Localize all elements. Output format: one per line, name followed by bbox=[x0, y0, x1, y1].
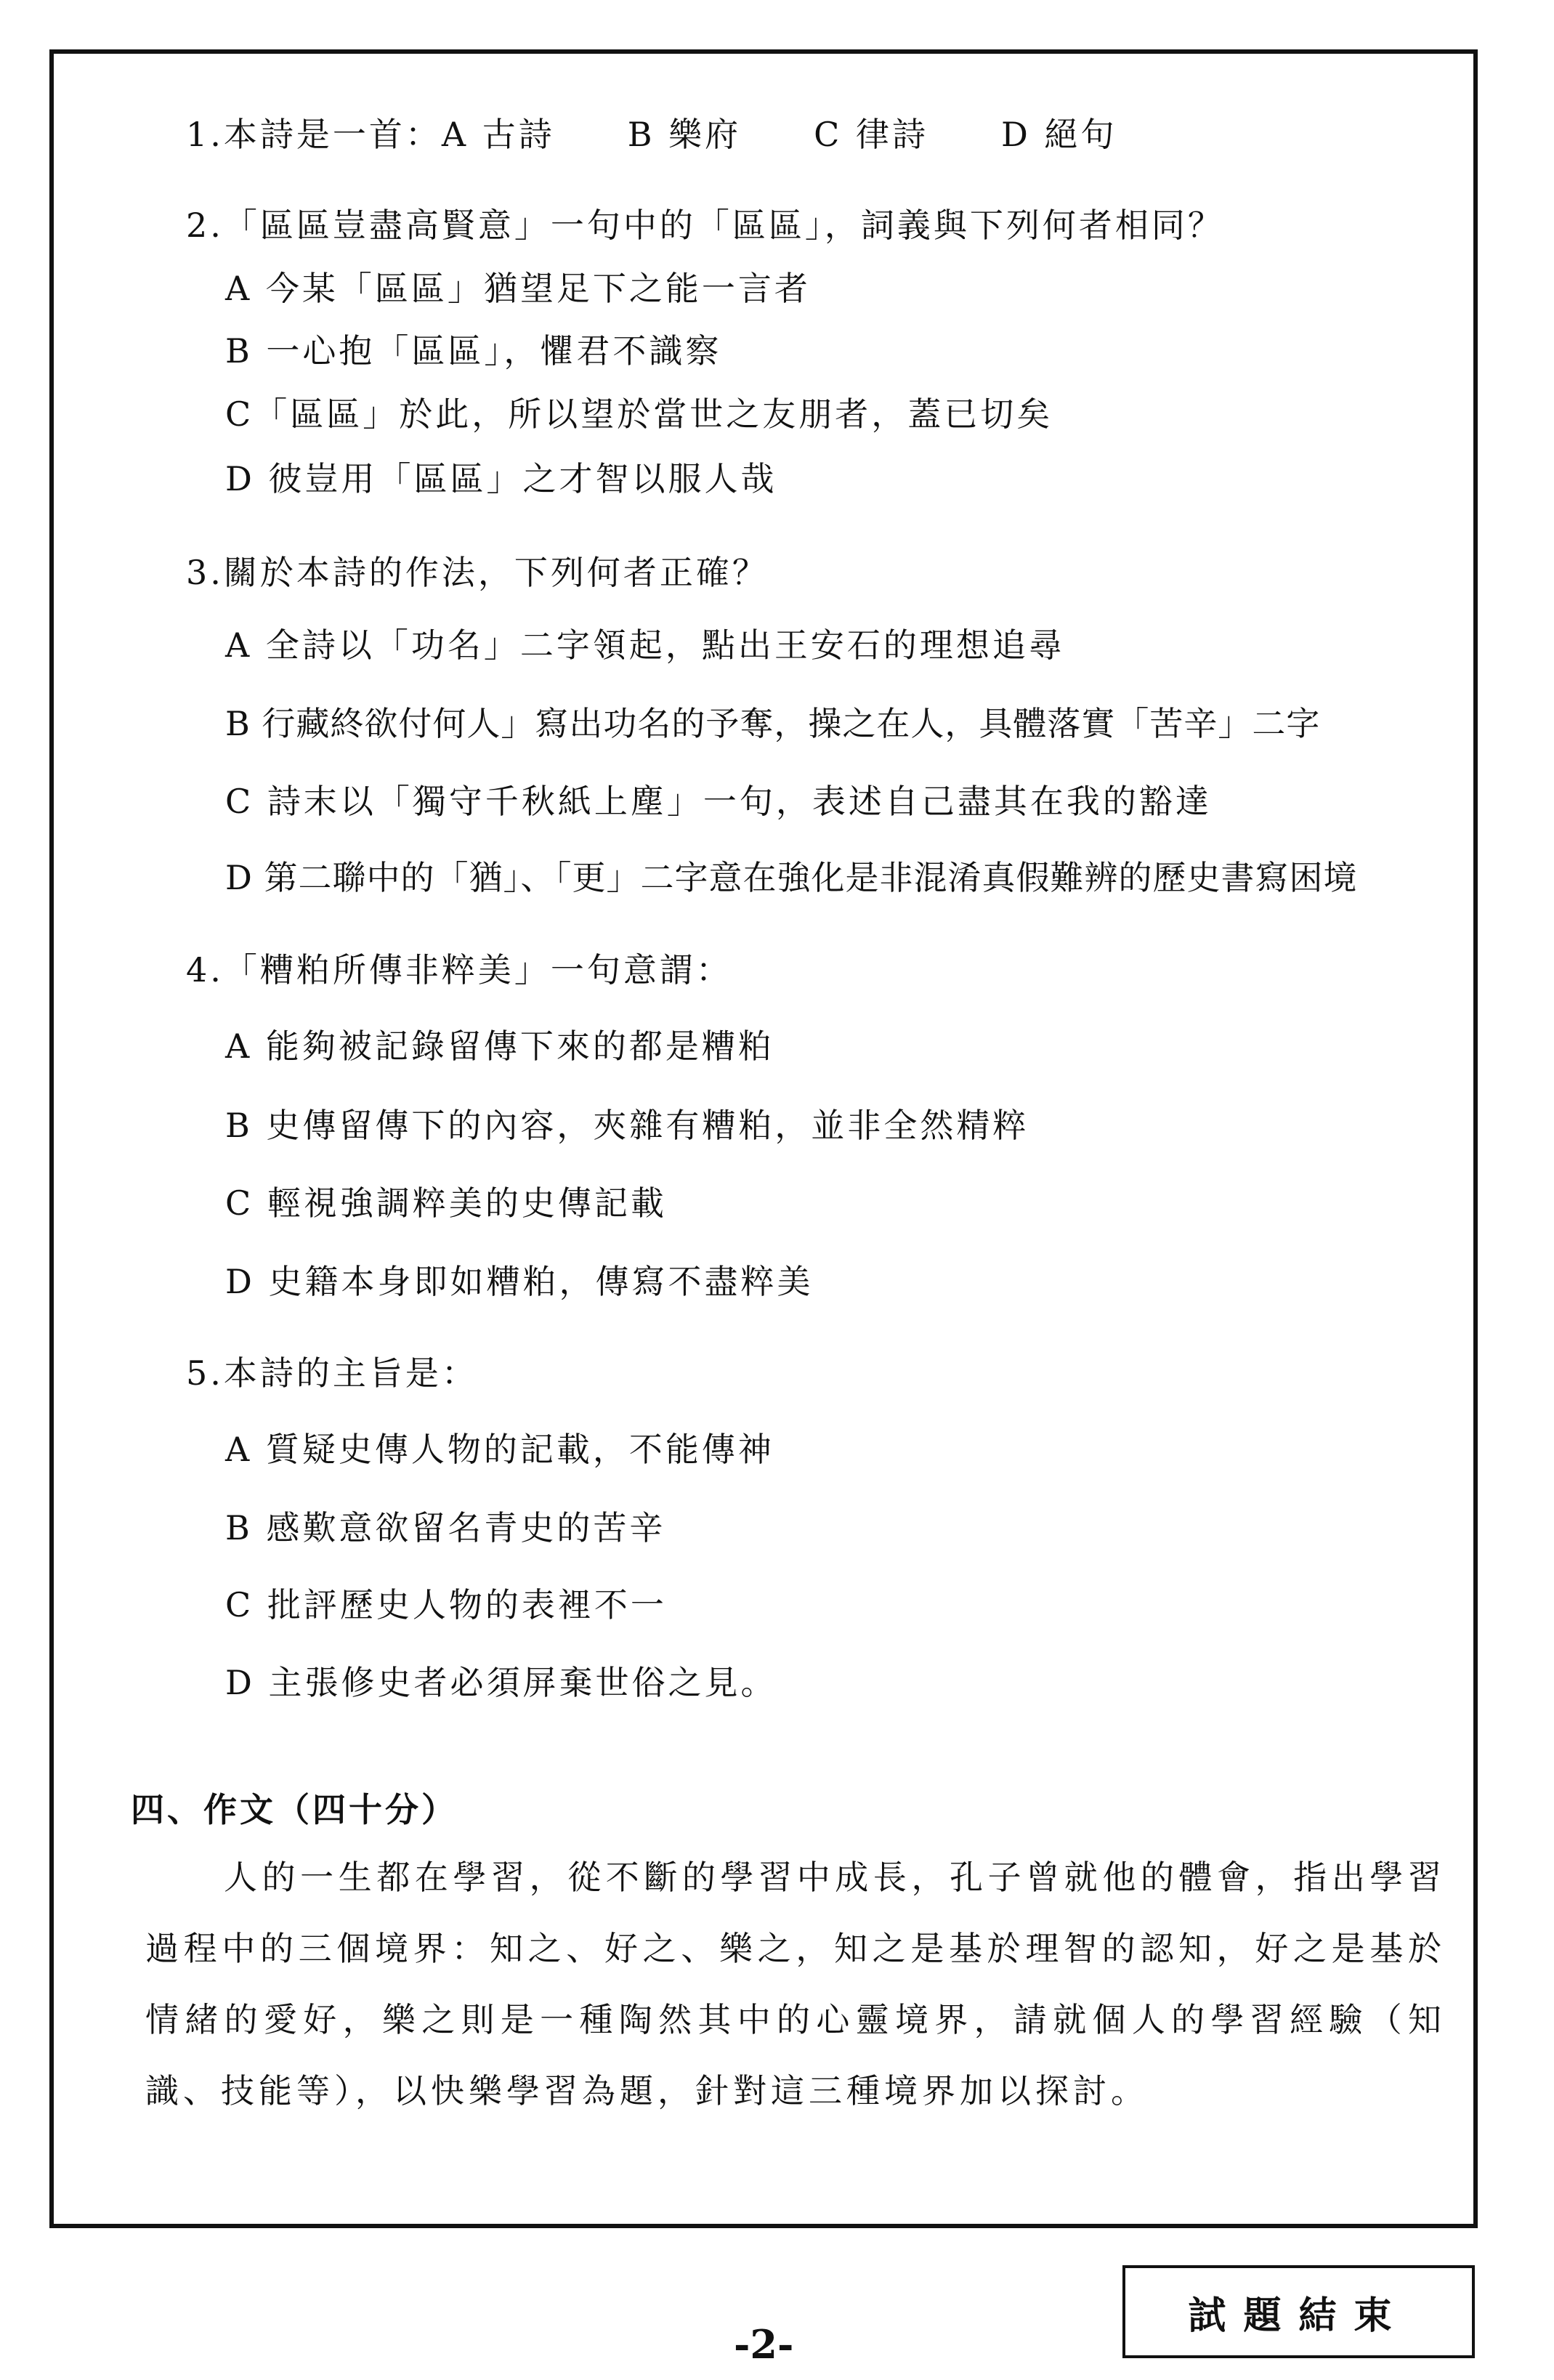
question-2-option-a: A 今某「區區」猶望足下之能一言者 bbox=[225, 269, 811, 308]
question-5: 5.本詩的主旨是： bbox=[186, 1353, 478, 1393]
question-5-option-d: D 主張修史者必須屏棄世俗之見。 bbox=[225, 1663, 777, 1702]
question-2-option-b: B 一心抱「區區」，懼君不識察 bbox=[225, 331, 722, 371]
question-3-option-d: D 第二聯中的「猶」、「更」二字意在強化是非混淆真假難辨的歷史書寫困境 bbox=[225, 858, 1358, 897]
question-4: 4.「糟粕所傳非粹美」一句意謂： bbox=[186, 950, 732, 989]
question-4-option-a: A 能夠被記錄留傳下來的都是糟粕 bbox=[225, 1027, 774, 1066]
question-3-option-a: A 全詩以「功名」二字領起，點出王安石的理想追尋 bbox=[225, 626, 1065, 665]
question-5-option-b: B 感歎意欲留名青史的苦辛 bbox=[225, 1508, 666, 1547]
question-4-option-b: B 史傳留傳下的內容，夾雜有糟粕，並非全然精粹 bbox=[225, 1106, 1029, 1145]
question-3-option-c: C 詩末以「獨守千秋紙上塵」一句，表述自己盡其在我的豁達 bbox=[225, 782, 1212, 821]
page-number: -2- bbox=[734, 2321, 794, 2368]
question-1: 1.本詩是一首：A 古詩 B 樂府 C 律詩 D 絕句 bbox=[186, 115, 1117, 154]
essay-section-title: 四、作文（四十分） bbox=[131, 1790, 458, 1829]
question-3: 3.關於本詩的作法，下列何者正確？ bbox=[186, 553, 769, 592]
question-5-option-c: C 批評歷史人物的表裡不一 bbox=[225, 1585, 667, 1624]
essay-prompt: 人的一生都在學習，從不斷的學習中成長，孔子曾就他的體會，指出學習過程中的三個境界：知之、好之、樂之，知之是基於理智的認知，好之是基於情緒的愛好，樂之則是一種陶然其中的心靈境界，請就個人的學習經驗（知識、技能等），以快樂學習為題，針對這三種境界加以探討。 bbox=[145, 1858, 1446, 2110]
end-of-exam-label: 試題結束 bbox=[1188, 2293, 1409, 2338]
question-5-option-a: A 質疑史傳人物的記載，不能傳神 bbox=[225, 1430, 774, 1469]
question-2: 2.「區區豈盡高賢意」一句中的「區區」，詞義與下列何者相同？ bbox=[186, 206, 1224, 245]
question-2-option-c: C「區區」於此，所以望於當世之友朋者，蓋已切矣 bbox=[225, 394, 1053, 434]
question-3-option-b: B 行藏終欲付何人」寫出功名的予奪，操之在人，具體落實「苦辛」二字 bbox=[225, 704, 1321, 743]
end-of-exam-box bbox=[1122, 2265, 1475, 2358]
question-4-option-c: C 輕視強調粹美的史傳記載 bbox=[225, 1183, 667, 1223]
question-4-option-d: D 史籍本身即如糟粕，傳寫不盡粹美 bbox=[225, 1262, 814, 1301]
question-2-option-d: D 彼豈用「區區」之才智以服人哉 bbox=[225, 459, 777, 498]
